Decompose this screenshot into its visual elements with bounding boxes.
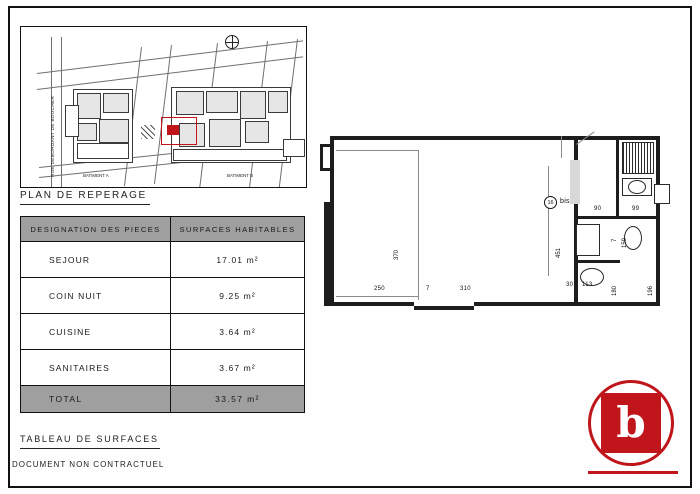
dimension-250: 250 — [374, 286, 385, 292]
table-row — [21, 350, 305, 386]
dimension-451: 451 — [556, 247, 562, 258]
logo-letter: b — [616, 398, 646, 447]
shower-fixture — [622, 142, 654, 174]
dimension-310: 310 — [460, 286, 471, 292]
locator-street-label: RUE DEBORDANT DE BOUCHER — [50, 95, 55, 177]
dimension-113: 113 — [582, 282, 593, 288]
room-name: SANITAIRES — [21, 350, 171, 386]
total-label: TOTAL — [21, 386, 171, 413]
room-name: CUISINE — [21, 314, 171, 350]
tableau-de-surfaces-title: TABLEAU DE SURFACES — [20, 434, 159, 444]
north-compass-icon — [225, 35, 239, 49]
dimension-7b: 7 — [612, 238, 618, 242]
document-note: DOCUMENT NON CONTRACTUEL — [12, 460, 165, 469]
table-header-row — [21, 217, 305, 242]
room-name: COIN NUIT — [21, 278, 171, 314]
locator-building-a-label: BATIMENT A — [83, 173, 109, 178]
room-area: 17.01 m² — [171, 242, 305, 278]
header-designation: DESIGNATION DES PIECES — [21, 217, 171, 242]
room-name: SEJOUR — [21, 242, 171, 278]
locator-map-drawing — [21, 27, 306, 187]
dimension-99: 99 — [632, 206, 640, 212]
apartment-floor-plan — [318, 130, 676, 340]
total-area: 33.57 m² — [171, 386, 305, 413]
company-logo — [588, 380, 674, 466]
table-total-row — [21, 386, 305, 413]
table-row — [21, 242, 305, 278]
room-area: 9.25 m² — [171, 278, 305, 314]
header-surface: SURFACES HABITABLES — [171, 217, 305, 242]
dimension-196: 196 — [648, 285, 654, 296]
room-area: 3.64 m² — [171, 314, 305, 350]
unit-marker-suffix: bis — [560, 198, 570, 205]
logo-square — [601, 393, 661, 453]
dimension-159: 159 — [622, 237, 628, 248]
table-row — [21, 278, 305, 314]
table-row — [21, 314, 305, 350]
dimension-90: 90 — [594, 206, 602, 212]
locator-map — [20, 26, 307, 188]
logo-underline — [588, 471, 678, 474]
dimension-180: 180 — [612, 285, 618, 296]
dimension-30: 30 — [566, 282, 574, 288]
plan-de-reperage-title: PLAN DE REPERAGE — [20, 190, 147, 201]
dimension-370: 370 — [394, 249, 400, 260]
surfaces-table — [20, 216, 305, 413]
dimension-7: 7 — [426, 286, 430, 292]
room-area: 3.67 m² — [171, 350, 305, 386]
locator-building-b-label: BATIMENT B — [227, 173, 253, 178]
unit-marker-number: 16 — [544, 196, 557, 209]
